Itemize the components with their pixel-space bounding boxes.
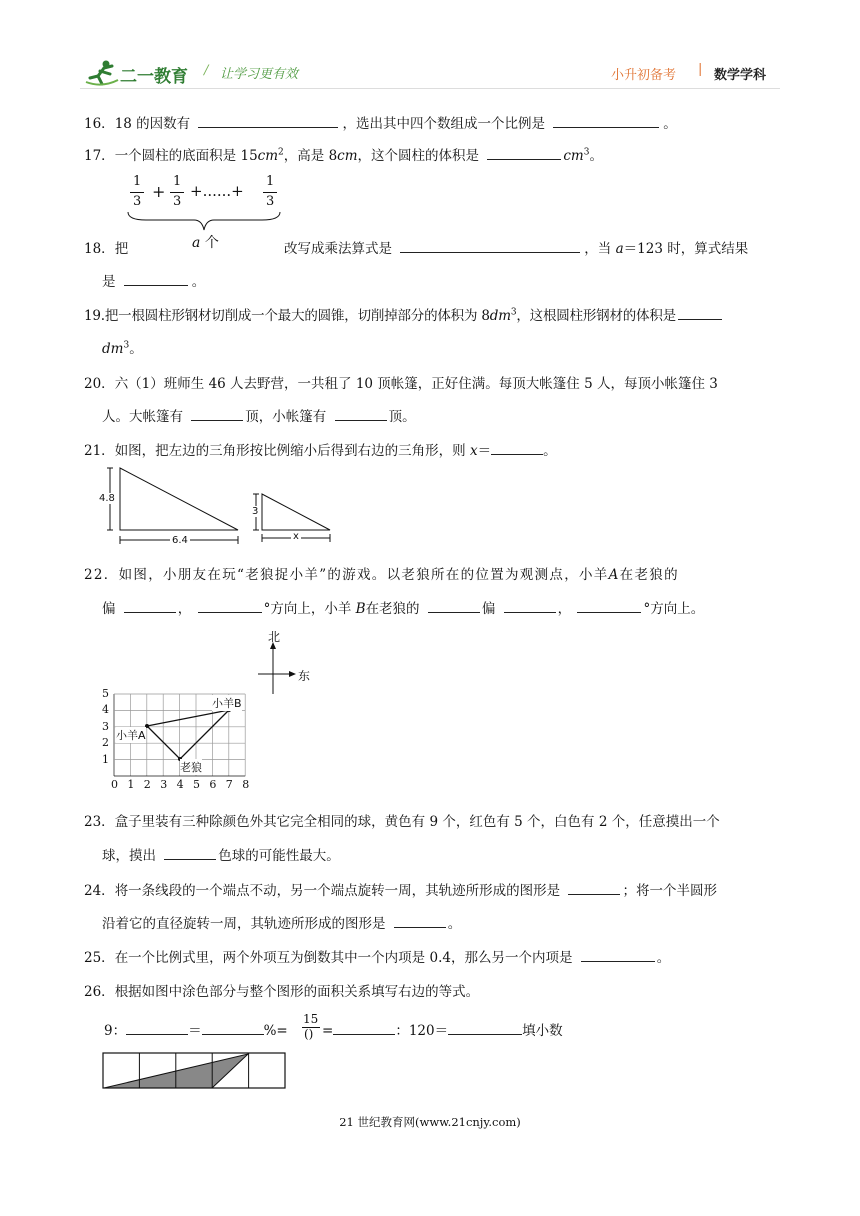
- answer-blank[interactable]: [394, 913, 446, 928]
- triangle-figures: [98, 464, 338, 550]
- triangle-path: [147, 710, 229, 759]
- dots-plus: +......+: [190, 182, 244, 200]
- header-slogan: 让学习更有效: [220, 67, 299, 82]
- frac2-bar: [170, 192, 184, 193]
- frac2-num: 1: [173, 174, 182, 189]
- question-26-equation: 9： ＝ %= = ：120＝ 填小数: [104, 1019, 563, 1039]
- answer-blank[interactable]: [202, 1020, 264, 1035]
- answer-blank[interactable]: [124, 271, 188, 286]
- answer-blank[interactable]: [487, 145, 561, 160]
- grid-x-tick: 6: [209, 778, 217, 791]
- question-17: 17．一个圆柱的底面积是 $15cm^2$，高是 8cm，这个圆柱的体积是 $cm^3$。: [84, 144, 603, 164]
- question-23-line2: 球，摸出 色球的可能性最大。: [102, 844, 340, 864]
- brace-label: a 个: [192, 235, 219, 251]
- answer-blank[interactable]: [568, 880, 620, 895]
- answer-blank[interactable]: [400, 238, 580, 253]
- answer-blank[interactable]: [581, 947, 655, 962]
- question-20: 20．六（1）班师生 46 人去野营，一共租了 10 顶帐篷，正好住满。每顶大帐篷住 5 人，每顶小帐篷住 3: [84, 376, 718, 392]
- frac3-num: 1: [266, 174, 275, 189]
- question-16: 16．18 的因数有 ，选出其中四个数组成一个比例是 。: [84, 112, 677, 132]
- question-21: 21．如图，把左边的三角形按比例缩小后得到右边的三角形，则 x＝ 。: [84, 439, 557, 459]
- answer-blank[interactable]: [491, 440, 543, 455]
- answer-blank[interactable]: [577, 598, 641, 613]
- answer-blank[interactable]: [198, 113, 338, 128]
- frac1-num: 1: [133, 174, 142, 189]
- frac1-bar: [130, 192, 144, 193]
- answer-blank[interactable]: [191, 406, 243, 421]
- compass-east: 东: [298, 669, 311, 683]
- question-24: 24．将一条线段的一个端点不动，另一个端点旋转一周，其轨迹所形成的图形是 ；将一个半圆形: [84, 879, 717, 899]
- point-a: [145, 724, 149, 728]
- label-wolf: 老狼: [180, 761, 202, 774]
- left-height-label: 4.8: [99, 493, 115, 504]
- page-footer: 21 世纪教育网(www.21cnjy.com): [339, 1115, 521, 1129]
- right-height-label: 3: [252, 506, 259, 517]
- grid-y-tick: 1: [102, 752, 109, 766]
- question-19-line2: $dm^3$。: [102, 340, 143, 357]
- answer-blank[interactable]: [553, 113, 659, 128]
- question-25: 25．在一个比例式里，两个外项互为倒数其中一个内项是 0.4，那么另一个内项是 。: [84, 946, 670, 966]
- frac1-den: 3: [133, 194, 142, 209]
- question-22-line2: 偏 ， °方向上，小羊 B在老狼的 偏 ， °方向上。: [102, 597, 704, 617]
- answer-blank[interactable]: [335, 406, 387, 421]
- frac2-den: 3: [173, 194, 182, 209]
- header-slash: /: [204, 63, 209, 78]
- answer-blank[interactable]: [198, 598, 262, 613]
- under-brace: [126, 210, 282, 232]
- question-22: 22．如图，小朋友在玩“老狼捉小羊”的游戏。以老狼所在的位置为观测点，小羊A在老狼的: [84, 567, 679, 583]
- left-width-label: 6.4: [172, 535, 188, 546]
- question-20-line2: 人。大帐篷有 顶，小帐篷有 顶。: [102, 405, 416, 425]
- question-26: 26．根据如图中涂色部分与整个图形的面积关系填写右边的等式。: [84, 984, 480, 1000]
- header-rule: [80, 88, 780, 89]
- header-exam-label: 小升初备考: [611, 68, 677, 83]
- header-subject: 数学学科: [714, 68, 767, 83]
- grid-x-tick: 1: [127, 778, 135, 791]
- grid-y-tick: 3: [102, 719, 109, 733]
- compass-north: 北: [268, 630, 281, 644]
- eq-frac-den: (): [304, 1027, 314, 1041]
- compass-icon: [256, 640, 300, 696]
- grid-x-tick: 0: [111, 778, 118, 791]
- right-width-label: x: [293, 531, 299, 542]
- grid-x-tick: 4: [176, 778, 184, 791]
- answer-blank[interactable]: [448, 1020, 522, 1035]
- large-triangle: [107, 468, 238, 544]
- plus-sign: +: [152, 182, 166, 201]
- frac3-bar: [263, 192, 277, 193]
- answer-blank[interactable]: [428, 598, 480, 613]
- grid-x-tick: 2: [143, 778, 151, 791]
- header-divider: |: [698, 62, 703, 77]
- grid-x-tick: 7: [225, 778, 233, 791]
- answer-blank[interactable]: [678, 305, 722, 320]
- label-sheep-b: 小羊B: [212, 697, 242, 710]
- question-18: 18．把: [84, 241, 129, 257]
- grid-y-tick: 5: [102, 687, 109, 700]
- frac3-den: 3: [266, 194, 275, 209]
- question-19: 19.把一根圆柱形钢材切削成一个最大的圆锥，切削掉部分的体积为 $8dm^3$，这根圆柱形钢材的体积是: [84, 304, 722, 324]
- answer-blank[interactable]: [164, 845, 216, 860]
- label-sheep-a: 小羊A: [116, 729, 146, 742]
- grid-x-tick: 3: [160, 778, 168, 791]
- grid-x-tick: 5: [193, 778, 200, 791]
- answer-blank[interactable]: [504, 598, 556, 613]
- grid-y-tick: 2: [102, 736, 109, 750]
- grid-x-tick: 8: [242, 778, 250, 791]
- answer-blank[interactable]: [333, 1020, 395, 1035]
- eq-frac-num: 15: [303, 1012, 319, 1026]
- answer-blank[interactable]: [124, 598, 176, 613]
- answer-blank[interactable]: [126, 1020, 188, 1035]
- logo-text: 二一教育: [120, 67, 188, 87]
- question-23: 23．盒子里装有三种除颜色外其它完全相同的球，黄色有 9 个，红色有 5 个，白色有 2 个，任意摸出一个: [84, 814, 720, 830]
- grid-y-tick: 4: [102, 703, 109, 717]
- logo-runner-icon: [82, 58, 122, 88]
- question-18-cont: 改写成乘法算式是 ，当 a＝123 时，算式结果: [284, 237, 748, 257]
- question-18-line2: 是 。: [102, 270, 205, 290]
- question-24-line2: 沿着它的直径旋转一周，其轨迹所形成的图形是 。: [102, 912, 461, 932]
- shaded-rectangle-figure: [102, 1052, 288, 1090]
